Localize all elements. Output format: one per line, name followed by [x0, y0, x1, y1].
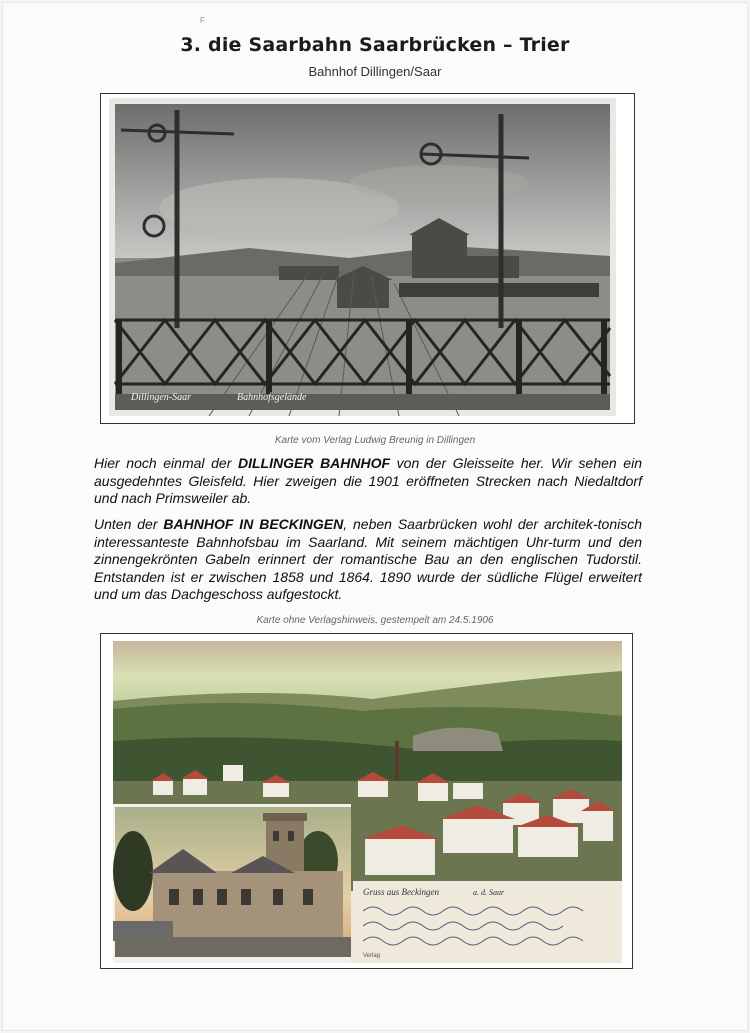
paragraph2-text-b: , neben Saarbrücken wohl der architek-tonisch interessanteste Bahnhofsbau im Saarland. Mit seinem mächtigen Uhr-turm und den zinnengekrönten Gabeln erinnert der romantische Bau an den englischen Tudorstil. Entstanden ist er zwischen 1858 und 1864. 1890 wurde der südliche Flügel erweitert und um das Dachgeschoss aufgestockt.: [94, 516, 643, 603]
paragraph-dillingen: [94, 455, 642, 508]
postcard-publisher: Verlag: [363, 953, 381, 959]
paragraph1-bold: DILLINGER BAHNHOF: [238, 455, 391, 471]
dillingen-station-illustration: [109, 98, 616, 416]
postcard-photo-beckingen: [113, 641, 622, 963]
caption-top: Karte vom Verlag Ludwig Breunig in Dillingen: [274, 435, 476, 446]
postcard-greeting: Gruss aus Beckingen: [363, 887, 439, 897]
paragraph1-text-b: von der Gleisseite her. Wir sehen ein ausgedehntes Gleisfeld. Hier zweigen die 1901 eröffneten Strecken nach Niedaltdorf und nach Primsweiler ab.: [94, 455, 642, 507]
postcard-imprint-place: Dillingen-Saar: [131, 392, 191, 403]
postcard-photo-dillingen: [109, 98, 616, 416]
page-title: 3. die Saarbahn Saarbrücken – Trier: [180, 34, 570, 56]
paragraph2-text-a: Unten der: [94, 516, 164, 532]
beckingen-village-illustration: [113, 641, 622, 963]
corner-mark: F: [200, 16, 205, 25]
paragraph1-text-a: Hier noch einmal der: [94, 455, 238, 471]
caption-bottom: Karte ohne Verlagshinweis, gestempelt am 24.5.1906: [256, 615, 494, 626]
paragraph-beckingen: [94, 516, 642, 604]
postcard-greeting-suffix: a. d. Saar: [473, 888, 505, 897]
paragraph2-bold: BAHNHOF IN BECKINGEN: [163, 516, 344, 532]
page-subtitle: Bahnhof Dillingen/Saar: [308, 64, 442, 79]
postcard-imprint-subject: Bahnhofsgelände: [237, 392, 307, 403]
